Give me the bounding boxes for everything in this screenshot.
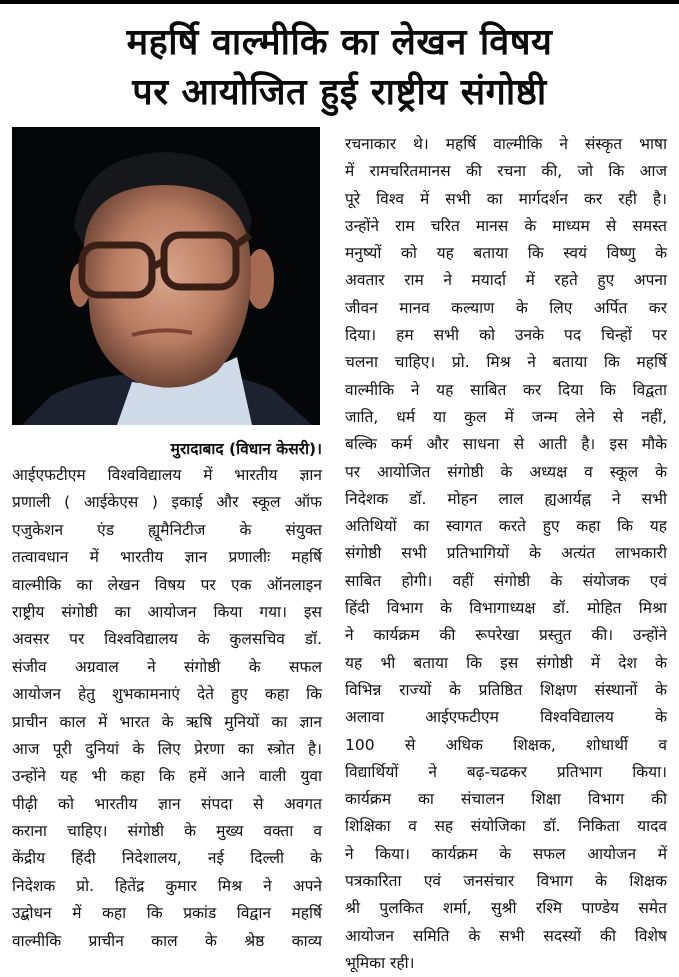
text-line: पूरे विश्व में सभी का मार्गदर्शन कर रही है। [345,189,667,208]
headline-line-2: पर आयोजित हुई राष्ट्रीय संगोष्ठी [132,72,547,113]
text-line: वाल्मीकि ने यह साबित कर दिया कि विद्वता [345,380,667,399]
text-line: वाल्मीकि प्राचीन काल के श्रेष्ठ काव्य [12,931,322,950]
text-line: प्रणाली ( आईकेएस ) इकाई और स्कूल ऑफ [12,493,322,512]
text-line: उन्होंने यह भी कहा कि हमें आने वाली युवा [12,767,322,786]
text-line: राष्ट्रीय संगोष्ठी का आयोजन किया गया। इस [12,602,322,621]
text-line: कराना चाहिए। संगोष्ठी के मुख्य वक्ता व [12,822,322,841]
text-line: दिया। हम सभी को उनके पद चिन्हों पर [345,326,667,345]
text-line: आईएफटीएम विश्वविद्यालय में भारतीय ज्ञान [12,466,322,484]
text-line: 100 से अधिक शिक्षक, शोधार्थी व [345,735,667,754]
text-line: उद्बोधन में कहा कि प्रकांड विद्वान महर्षि [12,904,322,923]
text-line: उन्होंने राम चरित मानस के माध्यम से समस्त [345,216,667,235]
text-line: श्री पुलकित शर्मा, सुश्री रश्मि पाण्डेय समेत [345,899,667,918]
text-line: अवतार राम ने मयार्दा में रहते हुए अपना [345,271,667,290]
text-line: ने कार्यक्रम की रूपरेखा प्रस्तुत की। उन्होंने [345,626,667,645]
text-line: केंद्रीय हिंदी निदेशालय, नई दिल्ली के [12,849,322,868]
text-line: आयोजन समिति के सभी सदस्यों की विशेष [345,926,667,945]
text-line: बल्कि कर्म और साधना से आती है। इस मौके [345,435,667,454]
text-line: पत्रकारिता एवं जनसंचार विभाग के शिक्षक [345,872,667,891]
right-column [345,131,667,977]
text-line: जीवन मानव कल्याण के लिए अर्पित कर [345,298,667,317]
text-line: पीढ़ी को भारतीय ज्ञान संपदा से अवगत [12,794,322,813]
dateline: मुरादाबाद (विधान केसरी)। [170,440,322,458]
text-line: साबित होगी। वहीं संगोष्ठी के संयोजक एवं [345,571,667,590]
text-line: अतिथियों का स्वागत करते हुए कहा कि यह [345,517,667,536]
text-line: आयोजन हेतु शुभकामनाएं देते हुए कहा कि [12,685,322,704]
portrait-photo [12,127,320,425]
text-line: ने किया। कार्यक्रम के सफल आयोजन में [345,844,667,863]
portrait-illustration [12,127,320,425]
text-line: चलना चाहिए। प्रो. मिश्र ने बताया कि महर्षि [345,353,667,372]
headline-line-1: महर्षि वाल्मीकि का लेखन विषय [126,22,553,63]
text-line: विद्यार्थियों ने बढ़-चढकर प्रतिभाग किया। [345,762,667,781]
text-line: जाति, धर्म या कुल में जन्म लेने से नहीं, [345,407,667,426]
left-column [12,436,322,955]
text-line: एजुकेशन एंड ह्यूमैनिटीज के संयुक्त [12,520,322,539]
text-line: मनुष्यों को यह बताया कि स्वयं विष्णु के [345,244,667,263]
text-line: पर आयोजित संगोष्ठी के अध्यक्ष व स्कूल के [345,462,667,481]
text-line: अवसर पर विश्वविद्यालय के कुलसचिव डॉ. [12,630,322,649]
text-line: हिंदी विभाग के विभागाध्यक्ष डॉ. मोहित मिश्रा [345,599,667,618]
text-line: संजीव अग्रवाल ने संगोष्ठी के सफल [12,657,322,676]
top-rule [0,0,679,4]
text-line: निदेशक प्रो. हितेंद्र कुमार मिश्र ने अपने [12,876,322,895]
text-line: यह भी बताया कि इस संगोष्ठी में देश के [345,653,667,672]
text-line: रचनाकार थे। महर्षि वाल्मीकि ने संस्कृत भाषा [345,135,667,153]
text-line: विभिन्न राज्यों के प्रतिष्ठित शिक्षण संस्थानों के [345,680,667,699]
text-line: कार्यक्रम का संचालन शिक्षा विभाग की [345,790,667,809]
text-line: आज पूरी दुनियां के लिए प्रेरणा का स्त्रोत है। [12,739,322,758]
text-line: संगोष्ठी सभी प्रतिभागियों के अत्यंत लाभकारी [345,544,667,563]
text-line: शिक्षिका व सह संयोजिका डॉ. निकिता यादव [345,817,667,836]
text-line: निदेशक डॉ. मोहन लाल ह्यआर्यह्न ने सभी [345,489,667,508]
text-line: प्राचीन काल में भारत के ऋषि मुनियों का ज्ञान [12,712,322,731]
left-column-body [12,462,322,955]
text-line: अलावा आईएफटीएम विश्वविद्यालय के [345,708,667,727]
text-line: तत्वावधान में भारतीय ज्ञान प्रणालीः महर्षि [12,548,322,567]
headline [0,18,679,118]
text-line: वाल्मीकि का लेखन विषय पर एक ऑनलाइन [12,575,322,594]
right-column-body [345,131,667,977]
text-line: में रामचरितमानस की रचना की, जो कि आज [345,162,667,181]
text-line: भूमिका रही। [345,953,415,972]
